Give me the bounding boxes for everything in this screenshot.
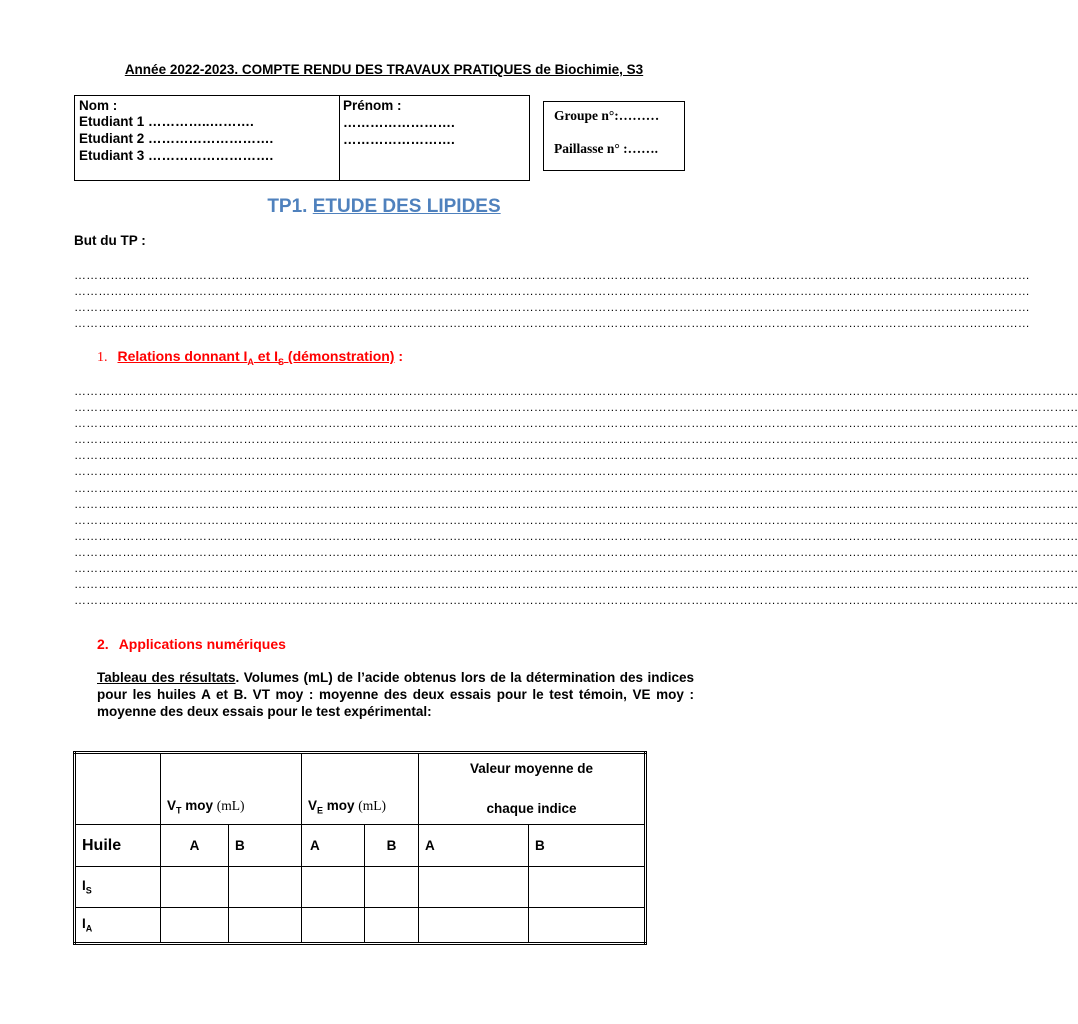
paillasse-field[interactable]: Paillasse n° :…….: [554, 141, 659, 156]
ve-moy-header: $V_E$ moy (mL): [302, 753, 419, 825]
nom-label: Nom :: [79, 98, 118, 113]
is-ve-a-cell[interactable]: [302, 867, 365, 908]
but-dotted-line-2[interactable]: …………………………………………………………………………………………………………………………………………………………………………………………………………………: [74, 284, 1030, 298]
document-title: Année 2022-2023. COMPTE RENDU DES TRAVAUX PRATIQUES de Biochimie, S3: [124, 62, 644, 77]
is-vt-a-cell[interactable]: [161, 867, 229, 908]
valeur-col-a: A: [419, 825, 529, 867]
demo-dotted-line-12[interactable]: ……………………………………………………………………………………………………………………………………………………………………………………………………………………………: [74, 561, 1078, 575]
is-valeur-b-cell[interactable]: [529, 867, 646, 908]
demo-dotted-line-9[interactable]: ……………………………………………………………………………………………………………………………………………………………………………………………………………………………: [74, 513, 1078, 527]
tp-title-prefix: TP1.: [267, 196, 313, 217]
is-vt-b-cell[interactable]: [229, 867, 302, 908]
but-dotted-line-1[interactable]: …………………………………………………………………………………………………………………………………………………………………………………………………………………: [74, 268, 1030, 282]
demo-dotted-line-10[interactable]: ……………………………………………………………………………………………………………………………………………………………………………………………………………………………: [74, 529, 1078, 543]
row-is-label: $I_S$: [75, 867, 161, 908]
section-1-number: 1.: [97, 350, 108, 365]
ia-valeur-a-cell[interactable]: [419, 908, 529, 944]
vt-moy-header: $V_T$ moy (mL): [161, 753, 302, 825]
demo-dotted-line-13[interactable]: ……………………………………………………………………………………………………………………………………………………………………………………………………………………………: [74, 577, 1078, 591]
is-valeur-a-cell[interactable]: [419, 867, 529, 908]
table-subheader-row: [75, 825, 646, 867]
demo-dotted-line-7[interactable]: ……………………………………………………………………………………………………………………………………………………………………………………………………………………………: [74, 481, 1078, 495]
ia-vt-b-cell[interactable]: [229, 908, 302, 944]
demo-dotted-line-14[interactable]: ……………………………………………………………………………………………………………………………………………………………………………………………………………………………: [74, 593, 1078, 607]
results-description: [97, 669, 694, 720]
identity-divider: [339, 96, 340, 180]
demo-dotted-line-11[interactable]: ……………………………………………………………………………………………………………………………………………………………………………………………………………………………: [74, 545, 1078, 559]
table-corner-cell: [75, 753, 161, 825]
demo-dotted-line-6[interactable]: ……………………………………………………………………………………………………………………………………………………………………………………………………………………………: [74, 464, 1078, 478]
demo-dotted-line-4[interactable]: ……………………………………………………………………………………………………………………………………………………………………………………………………………………………: [74, 432, 1078, 446]
section-1-heading: 1. Relations donnant $I_A$ et $I_S$ (démonstration) :: [97, 348, 404, 367]
groupe-field[interactable]: Groupe n°:………: [554, 108, 660, 123]
section-1-label: Relations donnant $I_A$ et $I_S$ (démonstration): [117, 348, 395, 367]
group-box: [543, 101, 685, 171]
section-2-number: 2.: [97, 636, 109, 652]
student-identity-box: [74, 95, 530, 181]
demo-dotted-line-2[interactable]: ……………………………………………………………………………………………………………………………………………………………………………………………………………………………: [74, 400, 1078, 414]
but-label: But du TP :: [74, 233, 146, 248]
tp-title: [0, 196, 768, 218]
etudiant-2-field[interactable]: Etudiant 2 ……………………….: [79, 131, 274, 146]
demo-dotted-line-3[interactable]: ……………………………………………………………………………………………………………………………………………………………………………………………………………………………: [74, 416, 1078, 430]
but-dotted-line-4[interactable]: …………………………………………………………………………………………………………………………………………………………………………………………………………………: [74, 316, 1030, 330]
demo-dotted-line-8[interactable]: ……………………………………………………………………………………………………………………………………………………………………………………………………………………………: [74, 497, 1078, 511]
ve-col-b: B: [365, 825, 419, 867]
vt-col-b: B: [229, 825, 302, 867]
results-text: . Volumes (mL) de l’acide obtenus lors de la détermination des indices pour les huiles A et B. VT moy : moyenne des deux essais pour le test témoin, VE moy : moyenne des deux essais pour le test expérimental:: [97, 670, 694, 719]
demo-dotted-line-5[interactable]: ……………………………………………………………………………………………………………………………………………………………………………………………………………………………: [74, 448, 1078, 462]
table-header-row: [75, 753, 646, 825]
section-2-heading: [97, 636, 286, 652]
ia-ve-a-cell[interactable]: [302, 908, 365, 944]
prenom-label: Prénom :: [343, 98, 402, 113]
results-table: [73, 751, 647, 945]
etudiant-1-field[interactable]: Etudiant 1 …………..……….: [79, 114, 254, 129]
table-row-ia: [75, 908, 646, 944]
is-ve-b-cell[interactable]: [365, 867, 419, 908]
prenom-field-1[interactable]: …………………….: [343, 115, 455, 130]
valeur-col-b: B: [529, 825, 646, 867]
prenom-field-2[interactable]: …………………….: [343, 132, 455, 147]
valeur-moyenne-header: Valeur moyenne de chaque indice: [419, 753, 646, 825]
results-title: Tableau des résultats: [97, 670, 236, 685]
huile-label: Huile: [75, 825, 161, 867]
etudiant-3-field[interactable]: Etudiant 3 ……………………….: [79, 148, 274, 163]
ia-ve-b-cell[interactable]: [365, 908, 419, 944]
ve-col-a: A: [302, 825, 365, 867]
but-dotted-line-3[interactable]: …………………………………………………………………………………………………………………………………………………………………………………………………………………: [74, 300, 1030, 314]
table-row-is: [75, 867, 646, 908]
ia-vt-a-cell[interactable]: [161, 908, 229, 944]
tp-title-main: ETUDE DES LIPIDES: [312, 196, 501, 217]
row-ia-label: $I_A$: [75, 908, 161, 944]
demo-dotted-line-1[interactable]: ……………………………………………………………………………………………………………………………………………………………………………………………………………………………: [74, 384, 1078, 398]
vt-col-a: A: [161, 825, 229, 867]
section-2-label: Applications numériques: [118, 636, 286, 652]
ia-valeur-b-cell[interactable]: [529, 908, 646, 944]
